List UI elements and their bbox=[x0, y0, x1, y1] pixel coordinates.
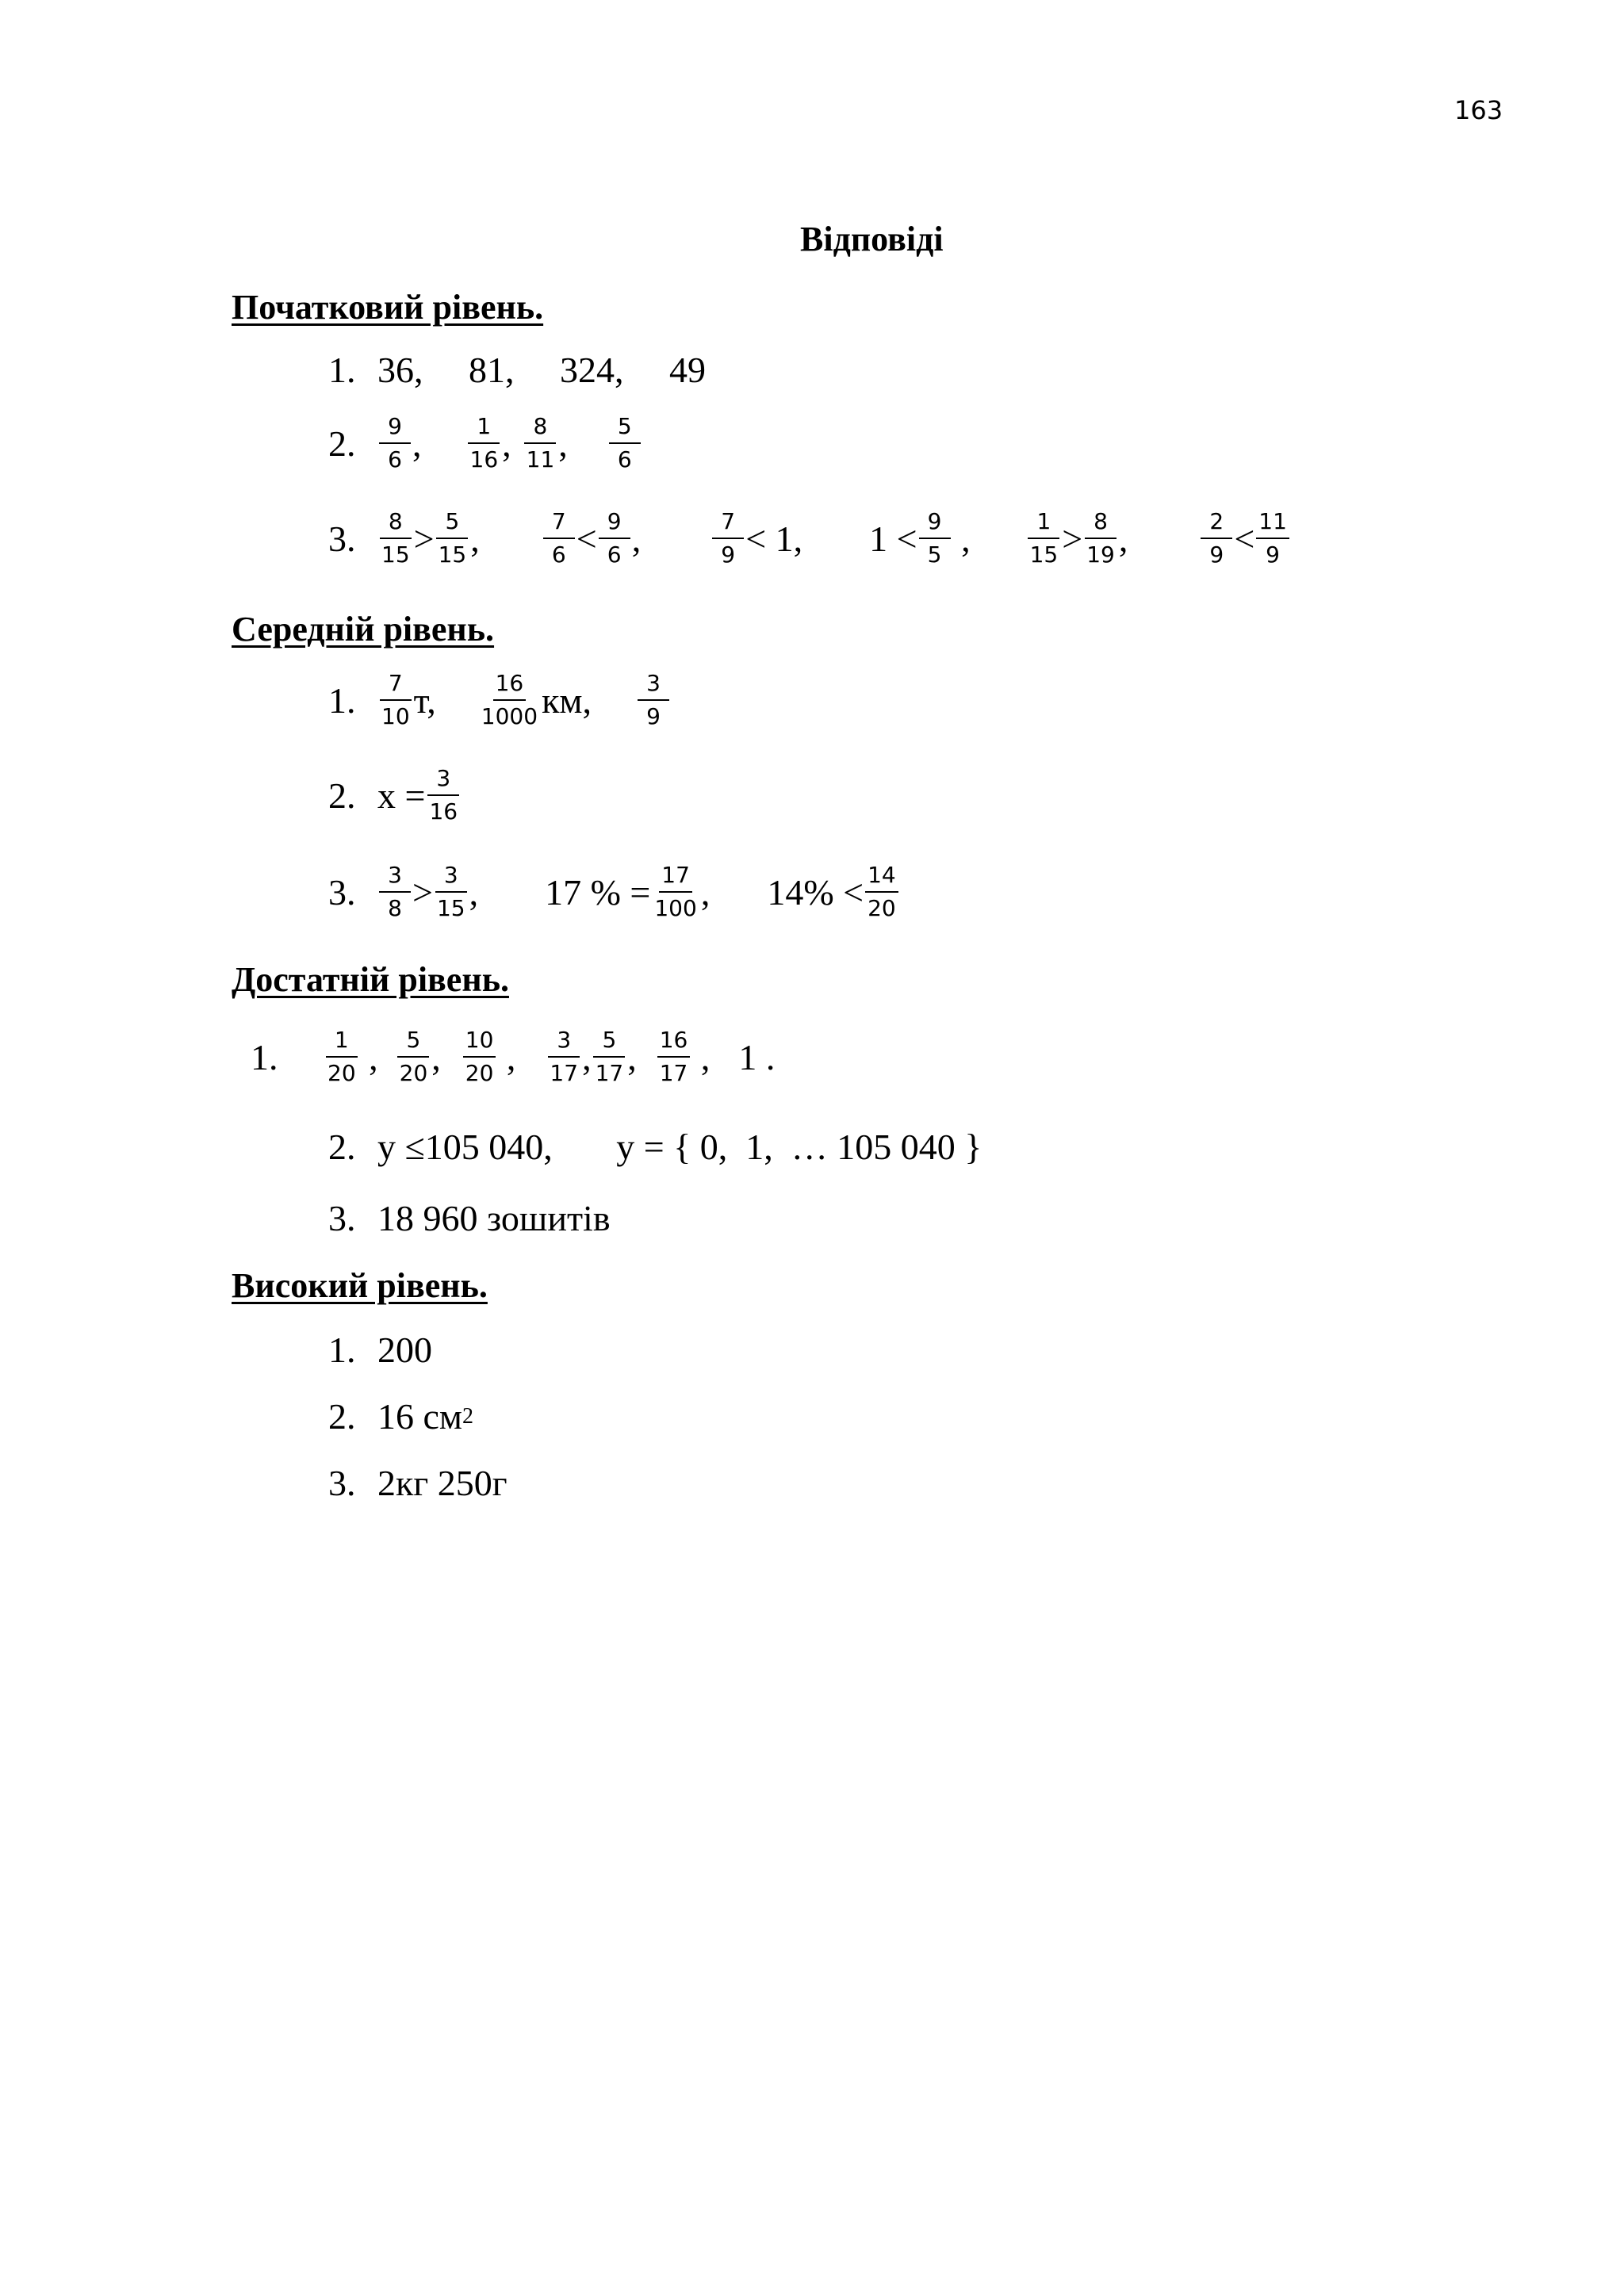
separator: , bbox=[431, 1036, 441, 1077]
denominator: 20 bbox=[327, 1060, 356, 1087]
item-number: 1. bbox=[328, 679, 356, 721]
denominator: 15 bbox=[381, 541, 410, 568]
numerator: 5 bbox=[593, 1027, 625, 1058]
numerator: 9 bbox=[919, 509, 951, 539]
numerator: 9 bbox=[379, 414, 411, 444]
fraction bbox=[468, 414, 501, 473]
numerator: 1 bbox=[326, 1027, 358, 1058]
separator: , bbox=[582, 1036, 592, 1077]
answer-text: 18 960 зошитів bbox=[377, 1198, 611, 1238]
item-number: 3. bbox=[328, 518, 356, 559]
fraction bbox=[379, 671, 412, 729]
fraction bbox=[543, 509, 575, 568]
numerator: 3 bbox=[379, 863, 411, 893]
denominator: 5 bbox=[927, 541, 942, 568]
answer-middle-1 bbox=[328, 671, 671, 729]
separator: , bbox=[627, 1036, 637, 1077]
numerator: 3 bbox=[548, 1027, 580, 1058]
numerator: 7 bbox=[712, 509, 744, 539]
section-heading-middle: Середній рівень. bbox=[232, 610, 495, 649]
denominator: 6 bbox=[388, 446, 402, 473]
fraction bbox=[1256, 509, 1289, 568]
answer-text: 1 . bbox=[738, 1036, 776, 1077]
fraction bbox=[865, 863, 898, 921]
answer-text: 36, 81, 324, 49 bbox=[377, 350, 706, 390]
denominator: 1000 bbox=[481, 703, 538, 730]
page-title: Відповіді bbox=[800, 220, 944, 258]
section-heading-initial: Початковий рівень. bbox=[232, 288, 544, 327]
denominator: 9 bbox=[721, 541, 736, 568]
fraction bbox=[379, 863, 411, 921]
answer-high-1 bbox=[328, 1329, 432, 1371]
separator: , bbox=[359, 1036, 378, 1077]
denominator: 9 bbox=[646, 703, 661, 730]
denominator: 17 bbox=[659, 1060, 688, 1087]
item-number: 1. bbox=[328, 1330, 356, 1370]
fraction bbox=[547, 1027, 580, 1086]
item-number: 1. bbox=[251, 1036, 278, 1077]
denominator: 16 bbox=[429, 798, 458, 825]
fraction bbox=[652, 863, 699, 921]
answer-sufficient-1 bbox=[251, 1027, 775, 1086]
item-number: 2. bbox=[328, 1127, 356, 1167]
fraction bbox=[609, 414, 641, 473]
item-number: 2. bbox=[328, 423, 356, 464]
denominator: 6 bbox=[617, 446, 632, 473]
item-number: 1. bbox=[328, 350, 356, 390]
separator: , bbox=[952, 518, 971, 559]
answer-sufficient-2 bbox=[328, 1126, 982, 1168]
numerator: 16 bbox=[657, 1027, 691, 1058]
numerator: 5 bbox=[436, 509, 468, 539]
answer-initial-3 bbox=[328, 509, 1291, 568]
comparison-text: < 1, bbox=[745, 518, 803, 559]
separator: , bbox=[691, 1036, 710, 1077]
denominator: 15 bbox=[438, 541, 467, 568]
fraction bbox=[657, 1027, 691, 1086]
numerator: 5 bbox=[397, 1027, 429, 1058]
item-number: 3. bbox=[328, 871, 356, 913]
denominator: 6 bbox=[551, 541, 566, 568]
separator: , bbox=[470, 518, 480, 559]
fraction bbox=[427, 766, 460, 825]
item-number: 3. bbox=[328, 1463, 356, 1503]
separator: , bbox=[412, 423, 422, 464]
item-number: 2. bbox=[328, 1396, 356, 1437]
answer-sufficient-3 bbox=[328, 1197, 611, 1239]
numerator: 8 bbox=[524, 414, 556, 444]
answer-text: 200 bbox=[377, 1330, 432, 1370]
numerator: 3 bbox=[435, 863, 467, 893]
comparison-text: 14% < bbox=[767, 871, 864, 913]
answer-text: 16 см bbox=[377, 1396, 463, 1437]
denominator: 8 bbox=[388, 895, 402, 922]
comparison-text: 1 < bbox=[869, 518, 917, 559]
section-heading-sufficient: Достатній рівень. bbox=[232, 960, 509, 999]
separator: , bbox=[700, 871, 710, 913]
comparison-sign: < bbox=[1234, 518, 1255, 559]
numerator: 10 bbox=[463, 1027, 496, 1058]
numerator: 8 bbox=[380, 509, 412, 539]
denominator: 17 bbox=[595, 1060, 624, 1087]
denominator: 19 bbox=[1086, 541, 1115, 568]
comparison-sign: > bbox=[412, 871, 433, 913]
numerator: 5 bbox=[609, 414, 641, 444]
answer-high-2 bbox=[328, 1395, 473, 1437]
answer-text: y ≤105 040, y = { 0, 1, … 105 040 } bbox=[377, 1127, 982, 1167]
fraction bbox=[479, 671, 540, 729]
fraction bbox=[436, 509, 469, 568]
fraction bbox=[379, 414, 411, 473]
equation-text: x = bbox=[377, 775, 426, 816]
item-number: 2. bbox=[328, 775, 356, 816]
fraction bbox=[712, 509, 744, 568]
numerator: 7 bbox=[543, 509, 575, 539]
fraction bbox=[919, 509, 951, 568]
denominator: 9 bbox=[1209, 541, 1224, 568]
denominator: 10 bbox=[381, 703, 410, 730]
numerator: 3 bbox=[638, 671, 669, 701]
superscript: 2 bbox=[462, 1403, 474, 1429]
denominator: 9 bbox=[1266, 541, 1280, 568]
answer-initial-2 bbox=[328, 414, 642, 473]
section-heading-high: Високий рівень. bbox=[232, 1266, 488, 1305]
fraction bbox=[593, 1027, 626, 1086]
separator: , bbox=[1118, 518, 1128, 559]
numerator: 3 bbox=[427, 766, 459, 796]
unit-label: км, bbox=[542, 679, 592, 721]
denominator: 20 bbox=[868, 895, 896, 922]
answer-initial-1 bbox=[328, 349, 706, 391]
page-number: 163 bbox=[1454, 95, 1503, 125]
fraction bbox=[463, 1027, 496, 1086]
fraction bbox=[397, 1027, 431, 1086]
denominator: 11 bbox=[526, 446, 555, 473]
separator: , bbox=[631, 518, 642, 559]
numerator: 1 bbox=[468, 414, 500, 444]
numerator: 9 bbox=[599, 509, 630, 539]
numerator: 8 bbox=[1085, 509, 1116, 539]
unit-label: т, bbox=[413, 679, 436, 721]
fraction bbox=[1084, 509, 1117, 568]
numerator: 16 bbox=[493, 671, 527, 701]
fraction bbox=[599, 509, 630, 568]
fraction bbox=[1028, 509, 1061, 568]
numerator: 1 bbox=[1028, 509, 1059, 539]
numerator: 2 bbox=[1201, 509, 1232, 539]
fraction bbox=[435, 863, 468, 921]
denominator: 15 bbox=[1029, 541, 1059, 568]
answer-middle-2 bbox=[328, 766, 462, 825]
separator: , bbox=[502, 423, 511, 464]
denominator: 20 bbox=[465, 1060, 494, 1087]
separator: , bbox=[497, 1036, 516, 1077]
numerator: 7 bbox=[380, 671, 412, 701]
denominator: 100 bbox=[654, 895, 697, 922]
numerator: 14 bbox=[865, 863, 898, 893]
answer-middle-3 bbox=[328, 863, 900, 921]
denominator: 20 bbox=[399, 1060, 428, 1087]
fraction bbox=[325, 1027, 358, 1086]
equation-text: 17 % = bbox=[545, 871, 651, 913]
separator: , bbox=[558, 423, 568, 464]
item-number: 3. bbox=[328, 1198, 356, 1238]
denominator: 17 bbox=[550, 1060, 579, 1087]
comparison-sign: < bbox=[576, 518, 597, 559]
fraction bbox=[638, 671, 669, 729]
denominator: 15 bbox=[436, 895, 465, 922]
numerator: 11 bbox=[1256, 509, 1289, 539]
numerator: 17 bbox=[659, 863, 692, 893]
comparison-sign: > bbox=[413, 518, 435, 559]
denominator: 16 bbox=[469, 446, 499, 473]
comparison-sign: > bbox=[1062, 518, 1083, 559]
separator: , bbox=[469, 871, 479, 913]
fraction bbox=[379, 509, 412, 568]
answer-text: 2кг 250г bbox=[377, 1463, 508, 1503]
fraction bbox=[1201, 509, 1232, 568]
answer-high-3 bbox=[328, 1462, 508, 1504]
denominator: 6 bbox=[607, 541, 622, 568]
fraction bbox=[524, 414, 557, 473]
